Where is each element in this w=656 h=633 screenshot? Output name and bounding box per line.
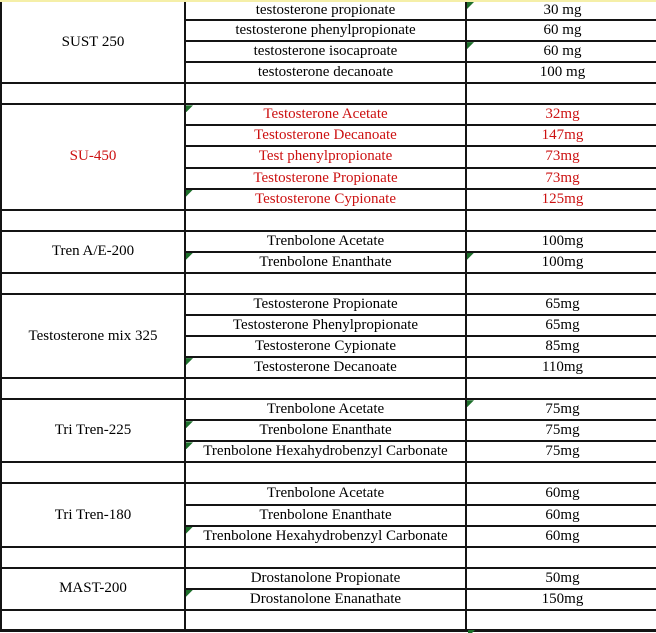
green-corner-flag-icon xyxy=(186,421,193,428)
empty-cell[interactable] xyxy=(0,548,186,569)
green-corner-flag-icon xyxy=(467,253,474,260)
cell-text: Testosterone Decanoate xyxy=(254,359,397,376)
ingredient-cell[interactable] xyxy=(186,105,467,126)
amount-cell[interactable] xyxy=(467,400,656,421)
cell-text: 60mg xyxy=(545,527,580,544)
amount-cell[interactable] xyxy=(467,253,656,274)
ingredient-cell[interactable] xyxy=(186,295,467,316)
empty-cell[interactable] xyxy=(0,84,186,105)
cell-text: 60 mg xyxy=(543,43,582,60)
product-cell[interactable] xyxy=(0,232,186,274)
cell-text: Tri Tren-180 xyxy=(54,506,132,523)
green-corner-flag-icon xyxy=(186,527,193,534)
cell-text: 147mg xyxy=(541,127,584,144)
cell-text: 73mg xyxy=(545,169,580,186)
top-row-highlight-sliver xyxy=(0,0,656,2)
amount-cell[interactable] xyxy=(467,147,656,168)
cell-text: 85mg xyxy=(545,338,580,355)
amount-cell[interactable] xyxy=(467,126,656,147)
cell-text: Testosterone Decanoate xyxy=(254,127,397,144)
cell-text: Trenbolone Acetate xyxy=(266,485,385,502)
product-cell[interactable] xyxy=(0,484,186,547)
cell-text: 30 mg xyxy=(543,2,582,19)
cell-text: Testosterone Propionate xyxy=(253,169,398,186)
ingredient-cell[interactable] xyxy=(186,147,467,168)
amount-cell[interactable] xyxy=(467,232,656,253)
cell-text: 75mg xyxy=(545,443,580,460)
cell-text: 100mg xyxy=(541,232,584,249)
cell-text: Drostanolone Enanathate xyxy=(249,590,402,607)
green-corner-flag-icon xyxy=(186,190,193,197)
empty-cell[interactable] xyxy=(467,274,656,295)
ingredient-cell[interactable] xyxy=(186,0,467,21)
amount-cell[interactable] xyxy=(467,0,656,21)
empty-cell[interactable] xyxy=(0,274,186,295)
cell-text: testosterone isocaproate xyxy=(253,43,398,60)
amount-cell[interactable] xyxy=(467,442,656,463)
product-cell[interactable] xyxy=(0,295,186,379)
cell-text: Trenbolone Enanthate xyxy=(259,422,392,439)
cell-text: Drostanolone Propionate xyxy=(250,569,401,586)
cell-text: 65mg xyxy=(545,316,580,333)
green-corner-flag-icon xyxy=(186,253,193,260)
ingredient-cell[interactable] xyxy=(186,316,467,337)
cell-text: Testosterone mix 325 xyxy=(28,327,158,344)
cell-text: Trenbolone Hexahydrobenzyl Carbonate xyxy=(203,443,448,460)
ingredient-cell[interactable] xyxy=(186,358,467,379)
empty-cell[interactable] xyxy=(186,463,467,484)
cell-text: 125mg xyxy=(541,190,584,207)
cell-text: 75mg xyxy=(545,401,580,418)
amount-cell[interactable] xyxy=(467,527,656,548)
ingredient-cell[interactable] xyxy=(186,421,467,442)
cell-text: Tren A/E-200 xyxy=(51,243,135,260)
ingredient-cell[interactable] xyxy=(186,527,467,548)
cell-text: 60mg xyxy=(545,485,580,502)
ingredient-cell[interactable] xyxy=(186,590,467,611)
ingredient-cell[interactable] xyxy=(186,442,467,463)
ingredient-cell[interactable] xyxy=(186,190,467,211)
cell-text: 32mg xyxy=(545,106,580,123)
amount-cell[interactable] xyxy=(467,295,656,316)
amount-cell[interactable] xyxy=(467,337,656,358)
green-corner-flag-icon xyxy=(186,590,193,597)
empty-cell[interactable] xyxy=(186,548,467,569)
ingredient-cell[interactable] xyxy=(186,63,467,84)
cell-text: testosterone propionate xyxy=(255,2,396,19)
cell-text: SU-450 xyxy=(69,148,117,165)
cell-text: MAST-200 xyxy=(59,580,127,597)
cell-text: Trenbolone Acetate xyxy=(266,401,385,418)
ingredient-cell[interactable] xyxy=(186,232,467,253)
cell-text: Trenbolone Acetate xyxy=(266,232,385,249)
ingredient-cell[interactable] xyxy=(186,400,467,421)
empty-cell[interactable] xyxy=(186,274,467,295)
product-cell[interactable] xyxy=(0,400,186,463)
amount-cell[interactable] xyxy=(467,63,656,84)
ingredient-cell[interactable] xyxy=(186,506,467,527)
cell-text: Tri Tren-225 xyxy=(54,422,132,439)
cell-text: Testosterone Acetate xyxy=(263,106,388,123)
green-corner-flag-icon xyxy=(186,442,193,449)
cell-text: testosterone decanoate xyxy=(257,64,394,81)
green-corner-flag-icon xyxy=(186,358,193,365)
cell-text: Testosterone Phenylpropionate xyxy=(232,316,419,333)
ingredient-cell[interactable] xyxy=(186,253,467,274)
empty-cell[interactable] xyxy=(0,463,186,484)
cell-text: Testosterone Cypionate xyxy=(255,338,396,355)
cell-text: Test phenylpropionate xyxy=(258,148,393,165)
amount-cell[interactable] xyxy=(467,42,656,63)
cell-text: 150mg xyxy=(541,590,584,607)
green-corner-flag-icon xyxy=(467,400,474,407)
cell-text: Trenbolone Enanthate xyxy=(259,506,392,523)
empty-cell[interactable] xyxy=(0,211,186,232)
cell-text: Trenbolone Hexahydrobenzyl Carbonate xyxy=(203,527,448,544)
cell-text: 65mg xyxy=(545,295,580,312)
cell-text: 60mg xyxy=(545,506,580,523)
cell-text: SUST 250 xyxy=(61,33,125,50)
ingredient-cell[interactable] xyxy=(186,484,467,505)
amount-cell[interactable] xyxy=(467,105,656,126)
amount-cell[interactable] xyxy=(467,21,656,42)
amount-cell[interactable] xyxy=(467,358,656,379)
amount-cell[interactable] xyxy=(467,421,656,442)
green-corner-flag-icon xyxy=(467,2,474,9)
ingredient-cell[interactable] xyxy=(186,569,467,590)
amount-cell[interactable] xyxy=(467,190,656,211)
green-corner-flag-icon xyxy=(467,42,474,49)
cell-text: 50mg xyxy=(545,569,580,586)
cell-text: 60 mg xyxy=(543,22,582,39)
cell-text: Testosterone Propionate xyxy=(253,295,398,312)
ingredient-cell[interactable] xyxy=(186,169,467,190)
empty-cell[interactable] xyxy=(467,548,656,569)
amount-cell[interactable] xyxy=(467,569,656,590)
green-corner-flag-icon xyxy=(186,105,193,112)
cell-text: Testosterone Cypionate xyxy=(255,190,396,207)
amount-cell[interactable] xyxy=(467,590,656,611)
empty-cell[interactable] xyxy=(467,379,656,400)
cell-text: Trenbolone Enanthate xyxy=(259,253,392,270)
empty-cell[interactable] xyxy=(186,211,467,232)
ingredient-cell[interactable] xyxy=(186,21,467,42)
empty-cell[interactable] xyxy=(186,84,467,105)
product-cell[interactable] xyxy=(0,569,186,611)
product-cell[interactable] xyxy=(0,0,186,84)
product-cell[interactable] xyxy=(0,105,186,210)
amount-cell[interactable] xyxy=(467,316,656,337)
empty-cell[interactable] xyxy=(467,211,656,232)
ingredient-cell[interactable] xyxy=(186,337,467,358)
cell-text: 110mg xyxy=(541,359,584,376)
empty-cell[interactable] xyxy=(467,84,656,105)
amount-cell[interactable] xyxy=(467,169,656,190)
amount-cell[interactable] xyxy=(467,484,656,505)
ingredient-cell[interactable] xyxy=(186,42,467,63)
cell-text: 100mg xyxy=(541,253,584,270)
bottom-thick-gridline xyxy=(0,629,656,632)
cell-text: 100 mg xyxy=(539,64,586,81)
ingredient-cell[interactable] xyxy=(186,126,467,147)
empty-cell[interactable] xyxy=(186,379,467,400)
empty-cell[interactable] xyxy=(0,379,186,400)
cell-text: 75mg xyxy=(545,422,580,439)
empty-cell[interactable] xyxy=(467,463,656,484)
amount-cell[interactable] xyxy=(467,506,656,527)
cell-text: 73mg xyxy=(545,148,580,165)
cell-text: testosterone phenylpropionate xyxy=(235,22,416,39)
